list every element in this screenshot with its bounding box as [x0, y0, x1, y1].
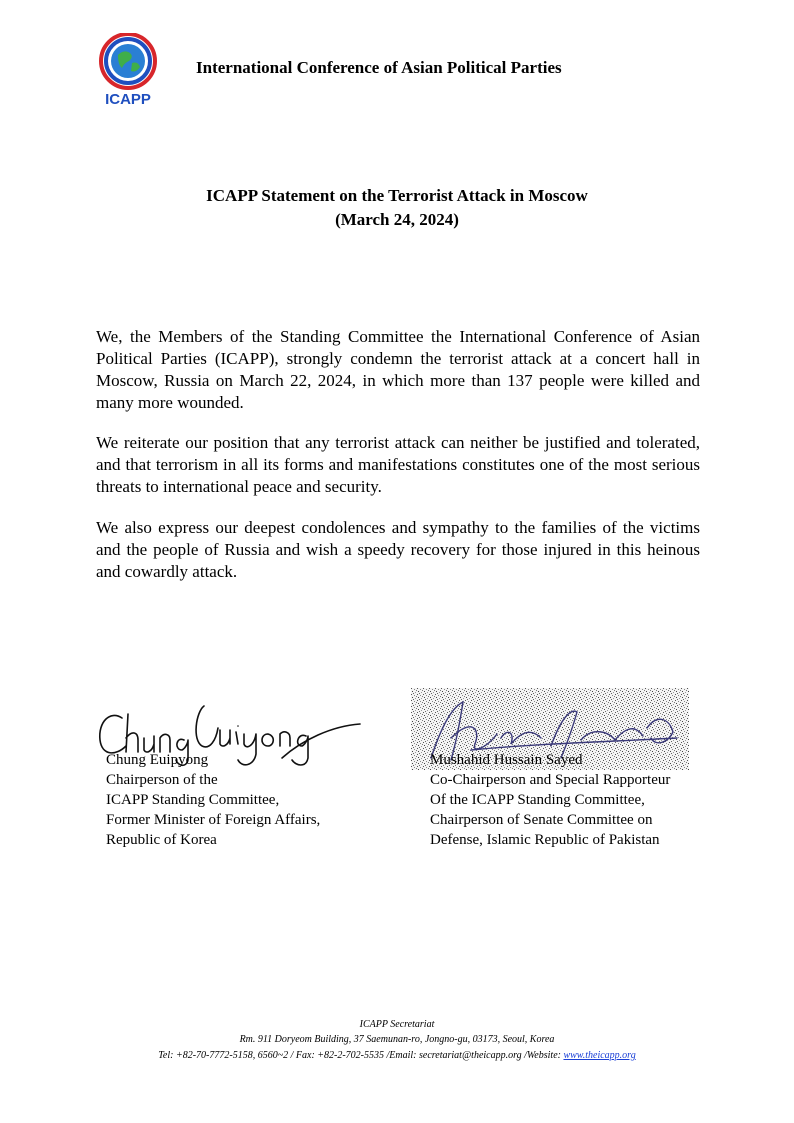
signatory-name: Chung Euipyong — [106, 752, 209, 768]
signatory-chung — [106, 750, 320, 850]
signatory-name: Mushahid Hussain Sayed — [430, 752, 583, 768]
signatory-mushahid — [430, 750, 670, 850]
statement-date: (March 24, 2024) — [335, 210, 459, 229]
signatory-title-line: ICAPP Standing Committee, — [106, 792, 280, 808]
signatory-title-line: Co-Chairperson and Special Rapporteur — [430, 772, 671, 788]
body-paragraph-3: We also express our deepest condolences and sympathy to the families of the victims and the people of Russia and wish a speedy recovery for those injured in this heinous and cowardly attack. — [96, 518, 700, 581]
footer-title: ICAPP Secretariat — [359, 1019, 435, 1030]
icapp-logo — [98, 33, 158, 113]
footer-contact-text: Tel: +82-70-7772-5158, 6560~2 / Fax: +82-2-702-5535 /Email: secretariat@theicapp.org /Website: — [158, 1050, 564, 1061]
signatory-title-line: Republic of Korea — [106, 832, 217, 848]
signatory-title-line: Chairperson of the — [106, 772, 218, 788]
body-paragraph-2: We reiterate our position that any terrorist attack can neither be justified and tolerated, and that terrorism in all its forms and manifestations constitutes one of the most serious threats to international peace and security. — [96, 433, 700, 496]
logo-text: ICAPP — [105, 91, 151, 108]
signatory-title-line: Of the ICAPP Standing Committee, — [430, 792, 645, 808]
statement-title: ICAPP Statement on the Terrorist Attack in Moscow — [206, 186, 588, 205]
signatory-title-line: Chairperson of Senate Committee on — [430, 812, 653, 828]
organization-name: International Conference of Asian Political Parties — [196, 58, 562, 77]
website-link[interactable]: www.theicapp.org — [563, 1050, 636, 1061]
footer-address: Rm. 911 Doryeom Building, 37 Saemunan-ro, Jongno-gu, 03173, Seoul, Korea — [239, 1034, 555, 1045]
signatory-title-line: Defense, Islamic Republic of Pakistan — [430, 832, 660, 848]
footer-contact — [0, 1049, 794, 1063]
body-paragraph-1: We, the Members of the Standing Committee the International Conference of Asian Political Parties (ICAPP), strongly condemn the terrorist attack at a concert hall in Moscow, Russia on March 22, 2024, in which more than 137 people were killed and many more wounded. — [96, 327, 700, 412]
signatory-title-line: Former Minister of Foreign Affairs, — [106, 812, 321, 828]
